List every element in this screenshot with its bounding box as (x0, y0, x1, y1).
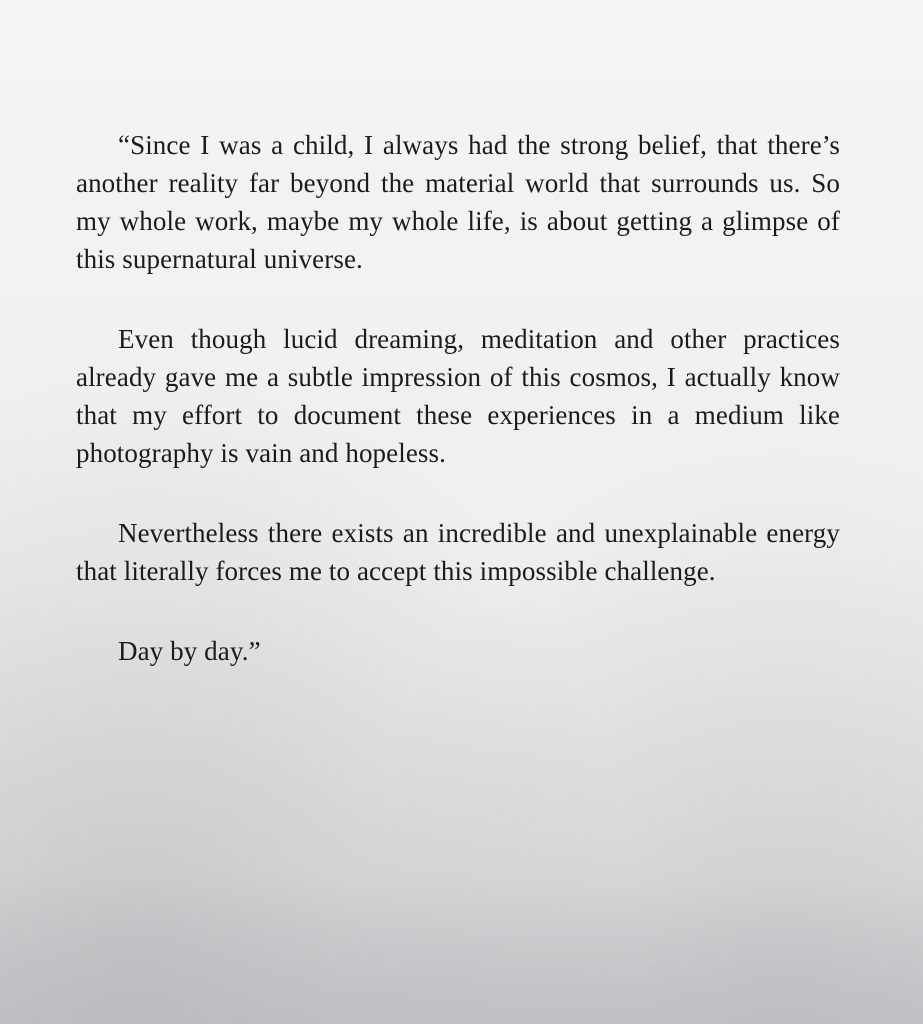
paragraph-2: Even though lucid dreaming, meditation and other practices already gave me a subtle impression of this cosmos, I actually know that my effort to document these experiences in a medium like photography is vain and hopeless. (76, 324, 840, 468)
quote-text-block (76, 126, 840, 712)
paragraph-4: Day by day.” (118, 636, 261, 666)
page-shadow (0, 884, 923, 1024)
paragraph-3: Nevertheless there exists an incredible and unexplainable energy that literally forces me to accept this impossible challenge. (76, 518, 840, 586)
paragraph-1: “Since I was a child, I always had the strong belief, that there’s another reality far beyond the material world that surrounds us. So my whole work, maybe my whole life, is about getting a glimpse of this supernatural universe. (76, 130, 840, 274)
